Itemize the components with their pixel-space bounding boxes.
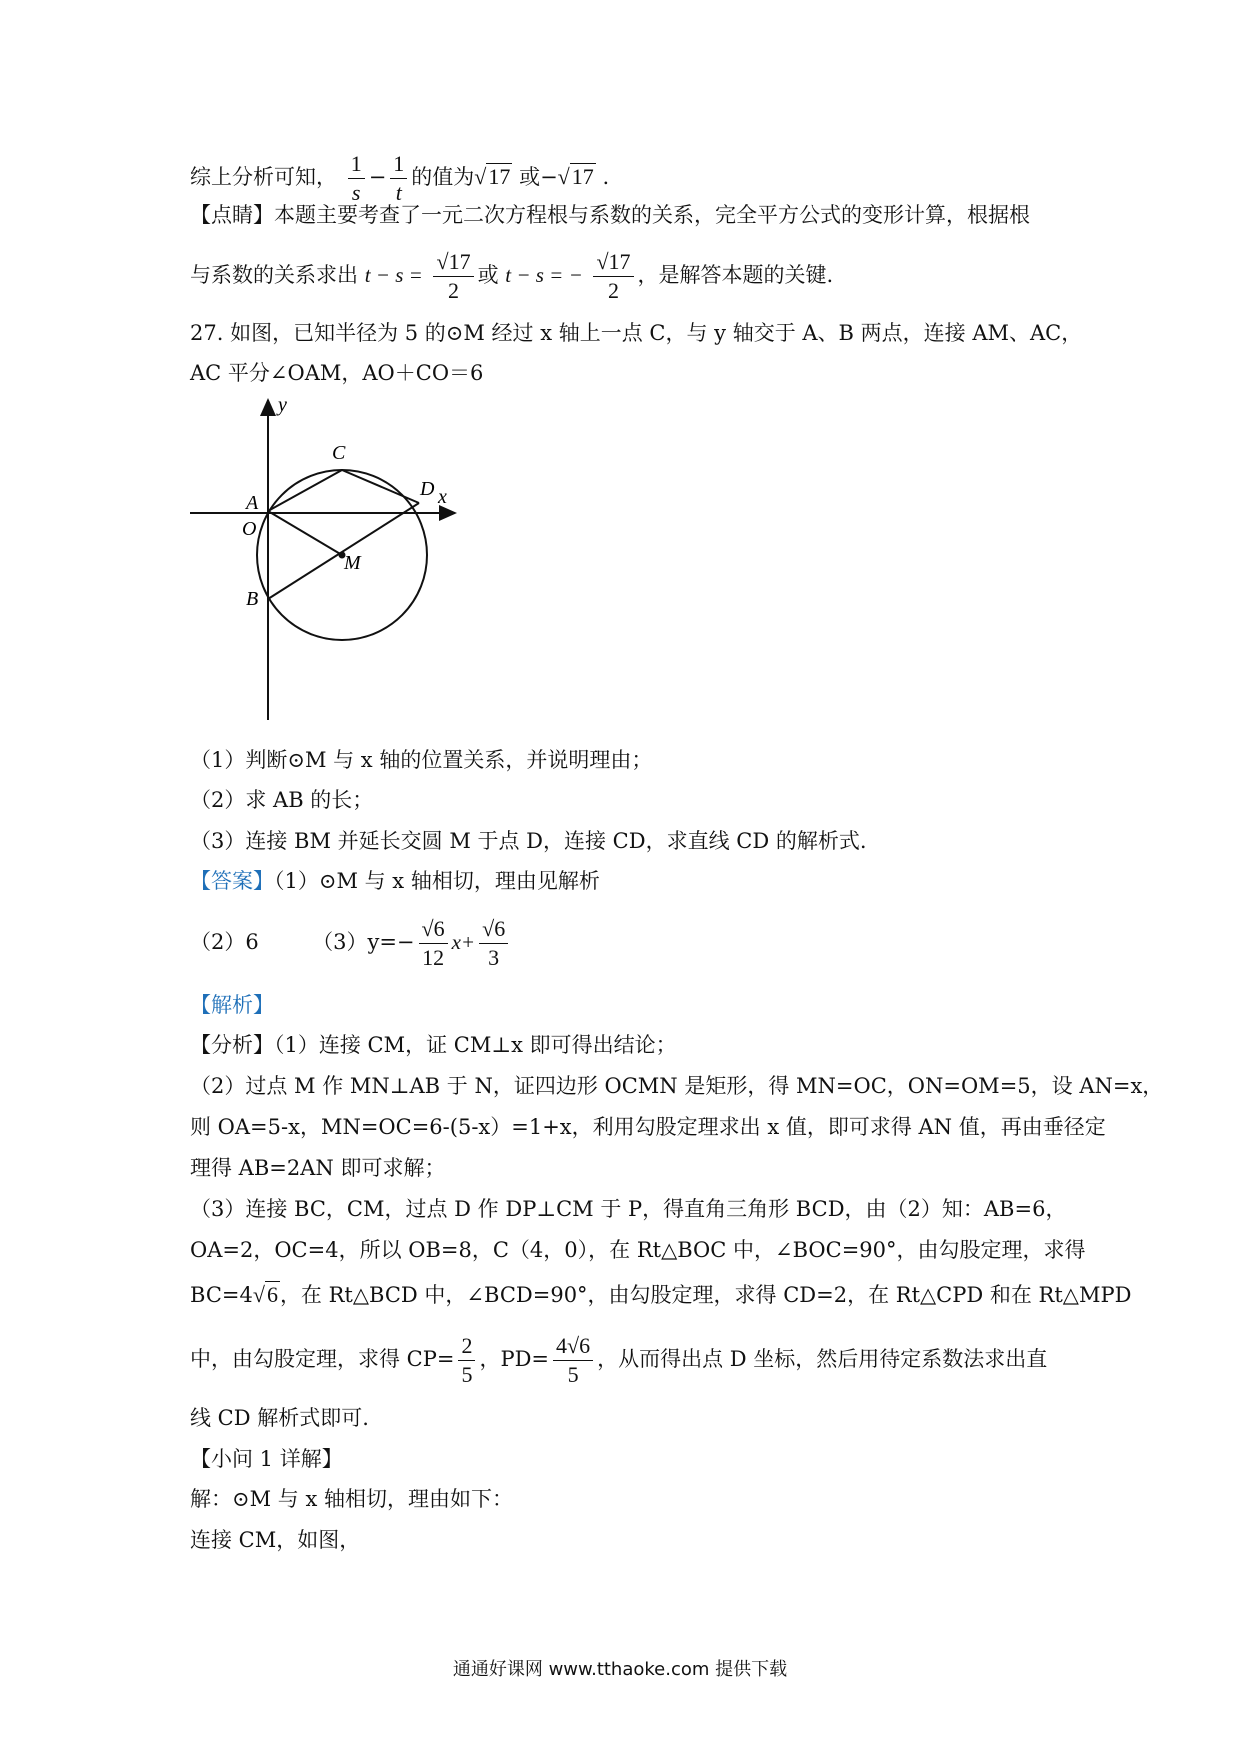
answer-line-2: （2）6 （3）y=− $\frac{√6}{12}$ x+ $\frac{√6}{3}$ <box>190 915 512 972</box>
fraction-1-over-t: $\frac{1}{t}$ <box>390 150 407 207</box>
summary-line: 综上分析可知， $\frac{1}{s}$ − $\frac{1}{t}$ 的值为√17 或−√17 . <box>190 151 610 205</box>
problem-line-1: 27. 如图，已知半径为 5 的⊙M 经过 x 轴上一点 C，与 y 轴交于 A、B 两点，连接 AM、AC， <box>190 321 1083 345</box>
detail-line-1: 解：⊙M 与 x 轴相切，理由如下： <box>190 1487 513 1511</box>
segment-am <box>268 511 342 555</box>
segment-cd <box>342 470 419 503</box>
answer-line-1: 【答案】（1）⊙M 与 x 轴相切，理由见解析 <box>190 869 600 893</box>
analysis-p3-4: 中，由勾股定理，求得 CP= $\frac{2}{5}$ ，PD= $\frac{4√6}{5}$ ，从而得出点 D 坐标，然后用待定系数法求出直 <box>190 1333 1048 1387</box>
analysis-p2-2: 则 OA=5-x，MN=OC=6-(5-x）=1+x，利用勾股定理求出 x 值，即可求得 AN 值，再由垂径定 <box>190 1115 1106 1139</box>
label-y: y <box>278 395 287 416</box>
comment-line-2: 与系数的关系求出 t − s = $\frac{√17}{2}$ 或 t − s = − $\frac{√17}{2}$ ，是解答本题的关键. <box>190 249 834 303</box>
analysis-p3-2: OA=2，OC=4，所以 OB=8，C（4，0），在 Rt△BOC 中，∠BOC=90°，由勾股定理，求得 <box>190 1238 1086 1262</box>
sqrt-6: √6 <box>252 1282 278 1307</box>
question-1: （1）判断⊙M 与 x 轴的位置关系，并说明理由； <box>190 748 653 772</box>
analysis-p3-5: 线 CD 解析式即可. <box>190 1406 369 1430</box>
fraction-neg-sqrt17-over-2: $\frac{√17}{2}$ <box>593 248 633 305</box>
fraction-1-over-s: $\frac{1}{s}$ <box>348 150 365 207</box>
segment-bd <box>268 503 419 599</box>
analysis-p3-1: （3）连接 BC，CM，过点 D 作 DP⊥CM 于 P，得直角三角形 BCD，由（2）知：AB=6， <box>190 1197 1067 1221</box>
fraction-sqrt17-over-2: $\frac{√17}{2}$ <box>433 248 473 305</box>
label-o: O <box>242 518 257 540</box>
fraction-pd: $\frac{4√6}{5}$ <box>553 1332 593 1389</box>
detail-tag: 【小问 1 详解】 <box>190 1447 343 1471</box>
question-3: （3）连接 BM 并延长交圆 M 于点 D，连接 CD，求直线 CD 的解析式. <box>190 829 867 853</box>
label-b: B <box>246 588 259 610</box>
analysis-p2-1: （2）过点 M 作 MN⊥AB 于 N，证四边形 OCMN 是矩形，得 MN=OC，ON=OM=5，设 AN=x， <box>190 1074 1164 1098</box>
footer-watermark: 通通好课网 www.tthaoke.com 提供下载 <box>452 1659 788 1680</box>
analysis-tag: 【解析】 <box>190 993 274 1017</box>
detail-line-2: 连接 CM，如图， <box>190 1528 361 1552</box>
comment-line-1: 【点睛】本题主要考查了一元二次方程根与系数的关系，完全平方公式的变形计算，根据根 <box>190 203 1030 227</box>
geometry-figure <box>180 395 500 730</box>
fraction-sqrt6-over-3: $\frac{√6}{3}$ <box>479 915 508 972</box>
fraction-cp: $\frac{2}{5}$ <box>458 1332 475 1389</box>
sqrt-17-neg: √17 <box>557 164 594 189</box>
label-x: x <box>438 486 447 508</box>
fraction-sqrt6-over-12: $\frac{√6}{12}$ <box>419 915 448 972</box>
label-a: A <box>246 492 259 514</box>
segment-ac <box>268 470 342 511</box>
label-c: C <box>332 442 346 464</box>
analysis-fx-1: 【分析】（1）连接 CM，证 CM⊥x 即可得出结论； <box>190 1033 677 1057</box>
label-m: M <box>344 552 361 574</box>
analysis-p2-3: 理得 AB=2AN 即可求解； <box>190 1156 446 1180</box>
problem-line-2: AC 平分∠OAM，AO＋CO＝6 <box>190 361 484 385</box>
label-d: D <box>420 478 435 500</box>
question-2: （2）求 AB 的长； <box>190 788 374 812</box>
analysis-p3-3: BC=4√6，在 Rt△BCD 中，∠BCD=90°，由勾股定理，求得 CD=2，在 Rt△CPD 和在 Rt△MPD <box>190 1280 1131 1310</box>
sqrt-17: √17 <box>474 164 511 189</box>
